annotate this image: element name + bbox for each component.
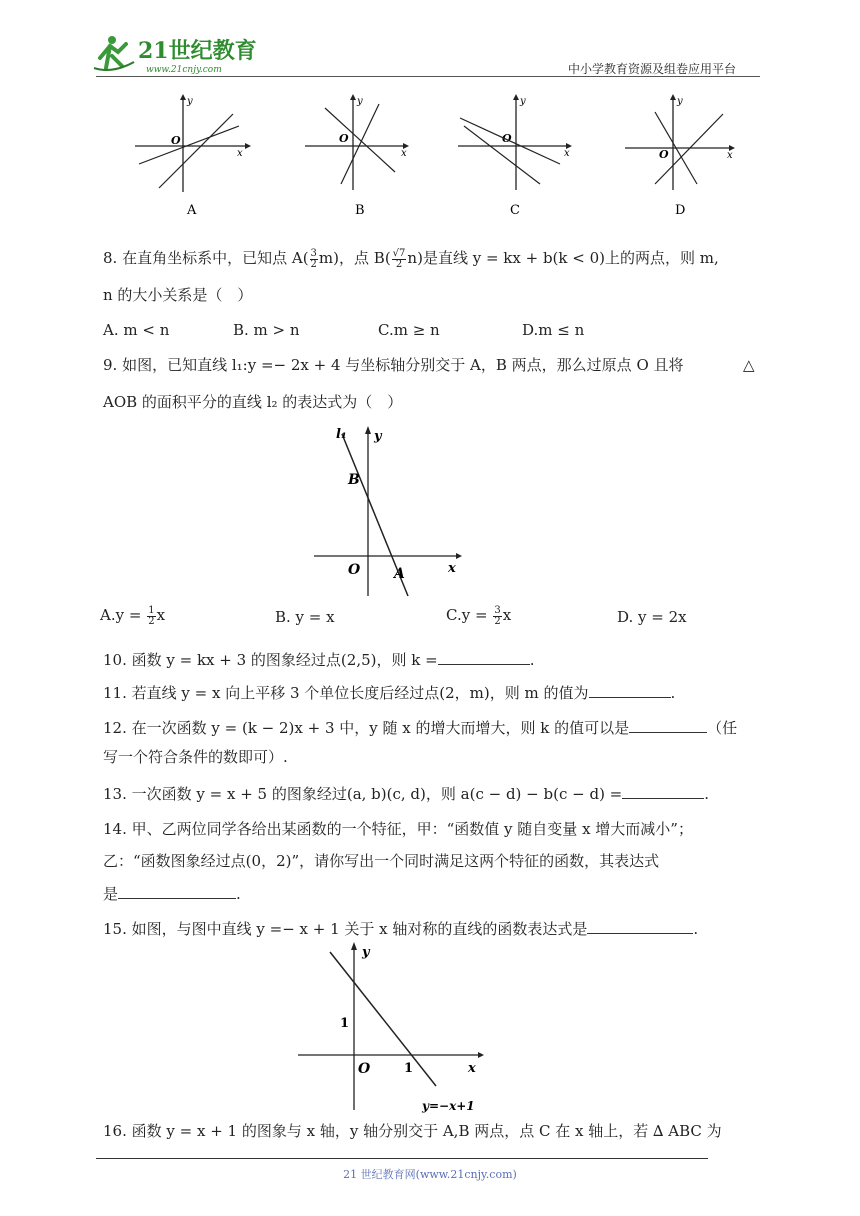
q13: 13. 一次函数 y = x + 5 的图象经过(a, b)(c, d)，则 a(c − d) − b(c − d) = . — [103, 782, 709, 804]
q12-blank[interactable] — [629, 716, 707, 733]
svg-text:x: x — [448, 561, 456, 576]
header-rule — [96, 76, 760, 77]
logo-url: www.21cnjy.com — [146, 65, 222, 75]
q9-line1: 9. 如图，已知直线 l₁:y =− 2x + 4 与坐标轴分别交于 A，B 两点，那么过原点 O 且将 △ — [103, 356, 755, 374]
platform-title: 中小学教育资源及组卷应用平台 — [568, 62, 737, 76]
svg-text:y: y — [362, 945, 370, 960]
graph-label-b: B — [355, 203, 365, 218]
q11: 11. 若直线 y = x 向上平移 3 个单位长度后经过点(2，m)，则 m 的值为 . — [103, 681, 675, 703]
q12-line1: 12. 在一次函数 y = (k − 2)x + 3 中，y 随 x 的增大而增大，则 k 的值可以是 （任 — [103, 716, 737, 738]
graph-b — [305, 92, 425, 222]
q14-line2: 乙：“函数图象经过点(0，2)”，请你写出一个同时满足这两个特征的函数，其表达式 — [103, 852, 660, 870]
q9-line2: AOB 的面积平分的直线 l₂ 的表达式为（ ） — [103, 393, 403, 411]
graph-c — [458, 92, 578, 222]
q9-option-d[interactable]: D. y = 2x — [617, 608, 687, 626]
q12-line2: 写一个符合条件的数即可）. — [103, 748, 288, 766]
svg-text:O: O — [348, 562, 361, 578]
q10: 10. 函数 y = kx + 3 的图象经过点(2,5)，则 k = . — [103, 648, 534, 670]
q9-option-c[interactable]: C.y = $\frac{3}{2}$ x — [446, 604, 512, 627]
svg-text:y=−x+1: y=−x+1 — [422, 1099, 475, 1113]
graph-a — [135, 92, 255, 222]
logo — [92, 32, 262, 76]
q9-option-b[interactable]: B. y = x — [275, 608, 335, 626]
q8-option-b[interactable]: B. m > n — [233, 321, 300, 339]
svg-text:y: y — [187, 96, 193, 107]
svg-text:x: x — [727, 150, 733, 161]
svg-text:x: x — [237, 148, 243, 159]
q14-blank[interactable] — [118, 882, 236, 899]
q16: 16. 函数 y = x + 1 的图象与 x 轴，y 轴分别交于 A,B 两点，点 C 在 x 轴上，若 ∆ ABC 为 — [103, 1122, 722, 1140]
q8-option-c[interactable]: C.m ≥ n — [378, 321, 440, 339]
svg-text:O: O — [659, 148, 669, 161]
svg-text:x: x — [564, 148, 570, 159]
runner-icon — [94, 36, 134, 70]
svg-text:O: O — [358, 1061, 371, 1077]
graph-label-d: D — [675, 203, 686, 218]
q15: 15. 如图，与图中直线 y =− x + 1 关于 x 轴对称的直线的函数表达式是 . — [103, 917, 698, 939]
logo-text: 21世纪教育 — [138, 38, 257, 64]
q9-figure — [310, 424, 470, 600]
q11-blank[interactable] — [589, 681, 671, 698]
graph-label-a: A — [187, 203, 197, 218]
q8-option-d[interactable]: D.m ≤ n — [522, 321, 585, 339]
svg-text:y: y — [357, 96, 363, 107]
q15-figure — [296, 938, 492, 1116]
q8-line2: n 的大小关系是（ ） — [103, 286, 253, 304]
graph-label-c: C — [510, 203, 520, 218]
svg-text:y: y — [677, 96, 683, 107]
footer-text: 21 世纪教育网(www.21cnjy.com) — [343, 1168, 517, 1181]
q10-blank[interactable] — [438, 648, 530, 665]
svg-text:y: y — [374, 429, 382, 444]
svg-text:A: A — [394, 566, 405, 582]
svg-text:1: 1 — [404, 1061, 414, 1076]
graph-d — [625, 92, 745, 222]
svg-text:x: x — [468, 1061, 476, 1076]
svg-text:O: O — [171, 134, 181, 147]
q9-option-a[interactable]: A.y = $\frac{1}{2}$ x — [100, 604, 166, 627]
q8-line1: 8. 在直角坐标系中，已知点 A( $\frac{3}{2}$ m)，点 B( $\frac{√7}{2}$ n)是直线 y = kx + b(k < 0)上的两点，则 m, — [103, 247, 719, 270]
svg-text:O: O — [339, 132, 349, 145]
svg-text:O: O — [502, 132, 512, 145]
q8-option-a[interactable]: A. m < n — [103, 321, 170, 339]
svg-text:x: x — [401, 148, 407, 159]
q14-line1: 14. 甲、乙两位同学各给出某函数的一个特征，甲：“函数值 y 随自变量 x 增大而减小”； — [103, 820, 693, 838]
svg-text:y: y — [520, 96, 526, 107]
svg-text:1: 1 — [340, 1016, 350, 1031]
footer-rule — [96, 1158, 708, 1159]
q15-blank[interactable] — [587, 917, 693, 934]
q14-line3: 是 . — [103, 882, 241, 904]
svg-text:l₁: l₁ — [336, 427, 347, 442]
q13-blank[interactable] — [622, 782, 704, 799]
svg-text:B: B — [348, 472, 360, 488]
